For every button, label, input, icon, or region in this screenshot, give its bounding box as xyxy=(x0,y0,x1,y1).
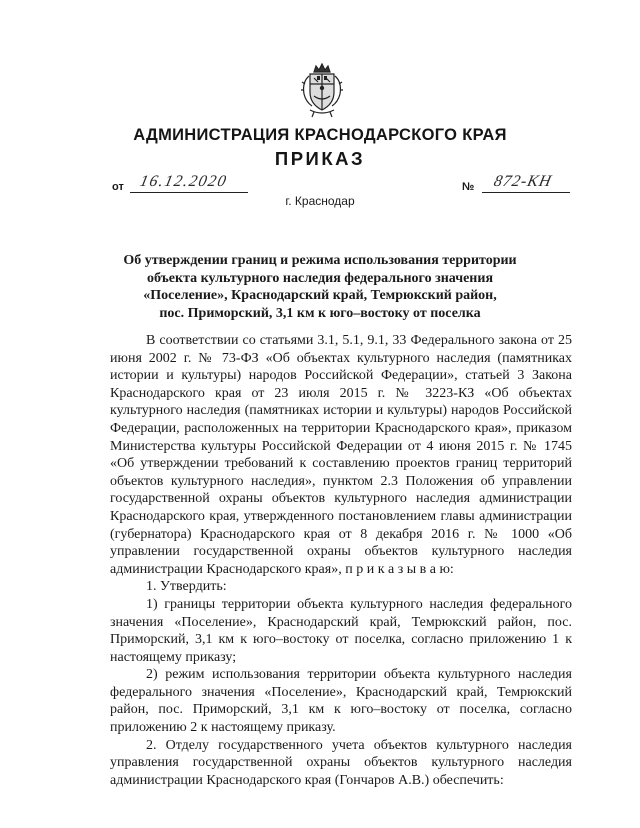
item-1-1-paragraph: 1) границы территории объекта культурного наследия федерального значения «Поселение», Краснодарский край, Темрюкский район, пос. Приморский, 3,1 км к юго–востоку от поселка, согласно приложению 1 к настоящему приказу; xyxy=(110,596,572,665)
city-name: г. Краснодар xyxy=(285,194,355,208)
order-subject xyxy=(110,252,530,322)
organization-title: АДМИНИСТРАЦИЯ КРАСНОДАРСКОГО КРАЯ xyxy=(133,126,507,144)
date-underline xyxy=(130,192,248,193)
number-prefix: № xyxy=(462,181,475,193)
order-body xyxy=(110,332,572,789)
preamble-paragraph: В соответствии со статьями 3.1, 5.1, 9.1, 33 Федерального закона от 25 июня 2002 г. № 73-ФЗ «Об объектах культурного наследия (памятниках истории и культуры) народов Российской Федерации», статьей 3 Закона Краснодарского края от 23 июля 2015 г. № 3223-КЗ «Об объектах культурного наследия (памятниках истории и культуры) народов Российской Федерации, расположенных на территории Краснодарского края», приказом Министерства культуры Российской Федерации от 4 июня 2015 г. № 1745 «Об утверждении требований к составлению проектов границ территорий объектов культурного наследия», пунктом 2.3 Положения об управлении государственной охраны объектов культурного наследия администрации Краснодарского края, утвержденного постановлением главы администрации (губернатора) Краснодарского края от 8 декабря 2016 г. № 1000 «Об управлении государственной охраны объектов культурного наследия администрации Краснодарского края», п р и к а з ы в а ю: xyxy=(110,333,572,577)
item-1-2-paragraph: 2) режим использования территории объекта культурного наследия федерального значения «Поселение», Краснодарский край, Темрюкский район, пос. Приморский, 3,1 км к юго–востоку от поселка, согласно приложению 2 к настоящему приказу. xyxy=(110,667,572,736)
coat-of-arms-icon xyxy=(300,62,344,118)
subject-line: объекта культурного наследия федерального значения xyxy=(146,270,494,286)
item-1-heading: 1. Утвердить: xyxy=(146,579,227,595)
date-prefix: от xyxy=(112,181,124,193)
item-2-paragraph: 2. Отделу государственного учета объектов культурного наследия управления государственной охраны объектов культурного наследия администрации Краснодарского края (Гончаров А.В.) обеспечить: xyxy=(110,737,572,788)
handwritten-number: 872-КН xyxy=(492,173,554,190)
number-underline xyxy=(482,192,570,193)
handwritten-date: 16.12.2020 xyxy=(138,173,229,190)
subject-line: Об утверждении границ и режима использования территории xyxy=(123,253,517,268)
document-type: ПРИКАЗ xyxy=(274,148,366,169)
subject-line: пос. Приморский, 3,1 км к юго–востоку от поселка xyxy=(159,305,481,321)
subject-line: «Поселение», Краснодарский край, Темрюкский район, xyxy=(143,288,497,303)
